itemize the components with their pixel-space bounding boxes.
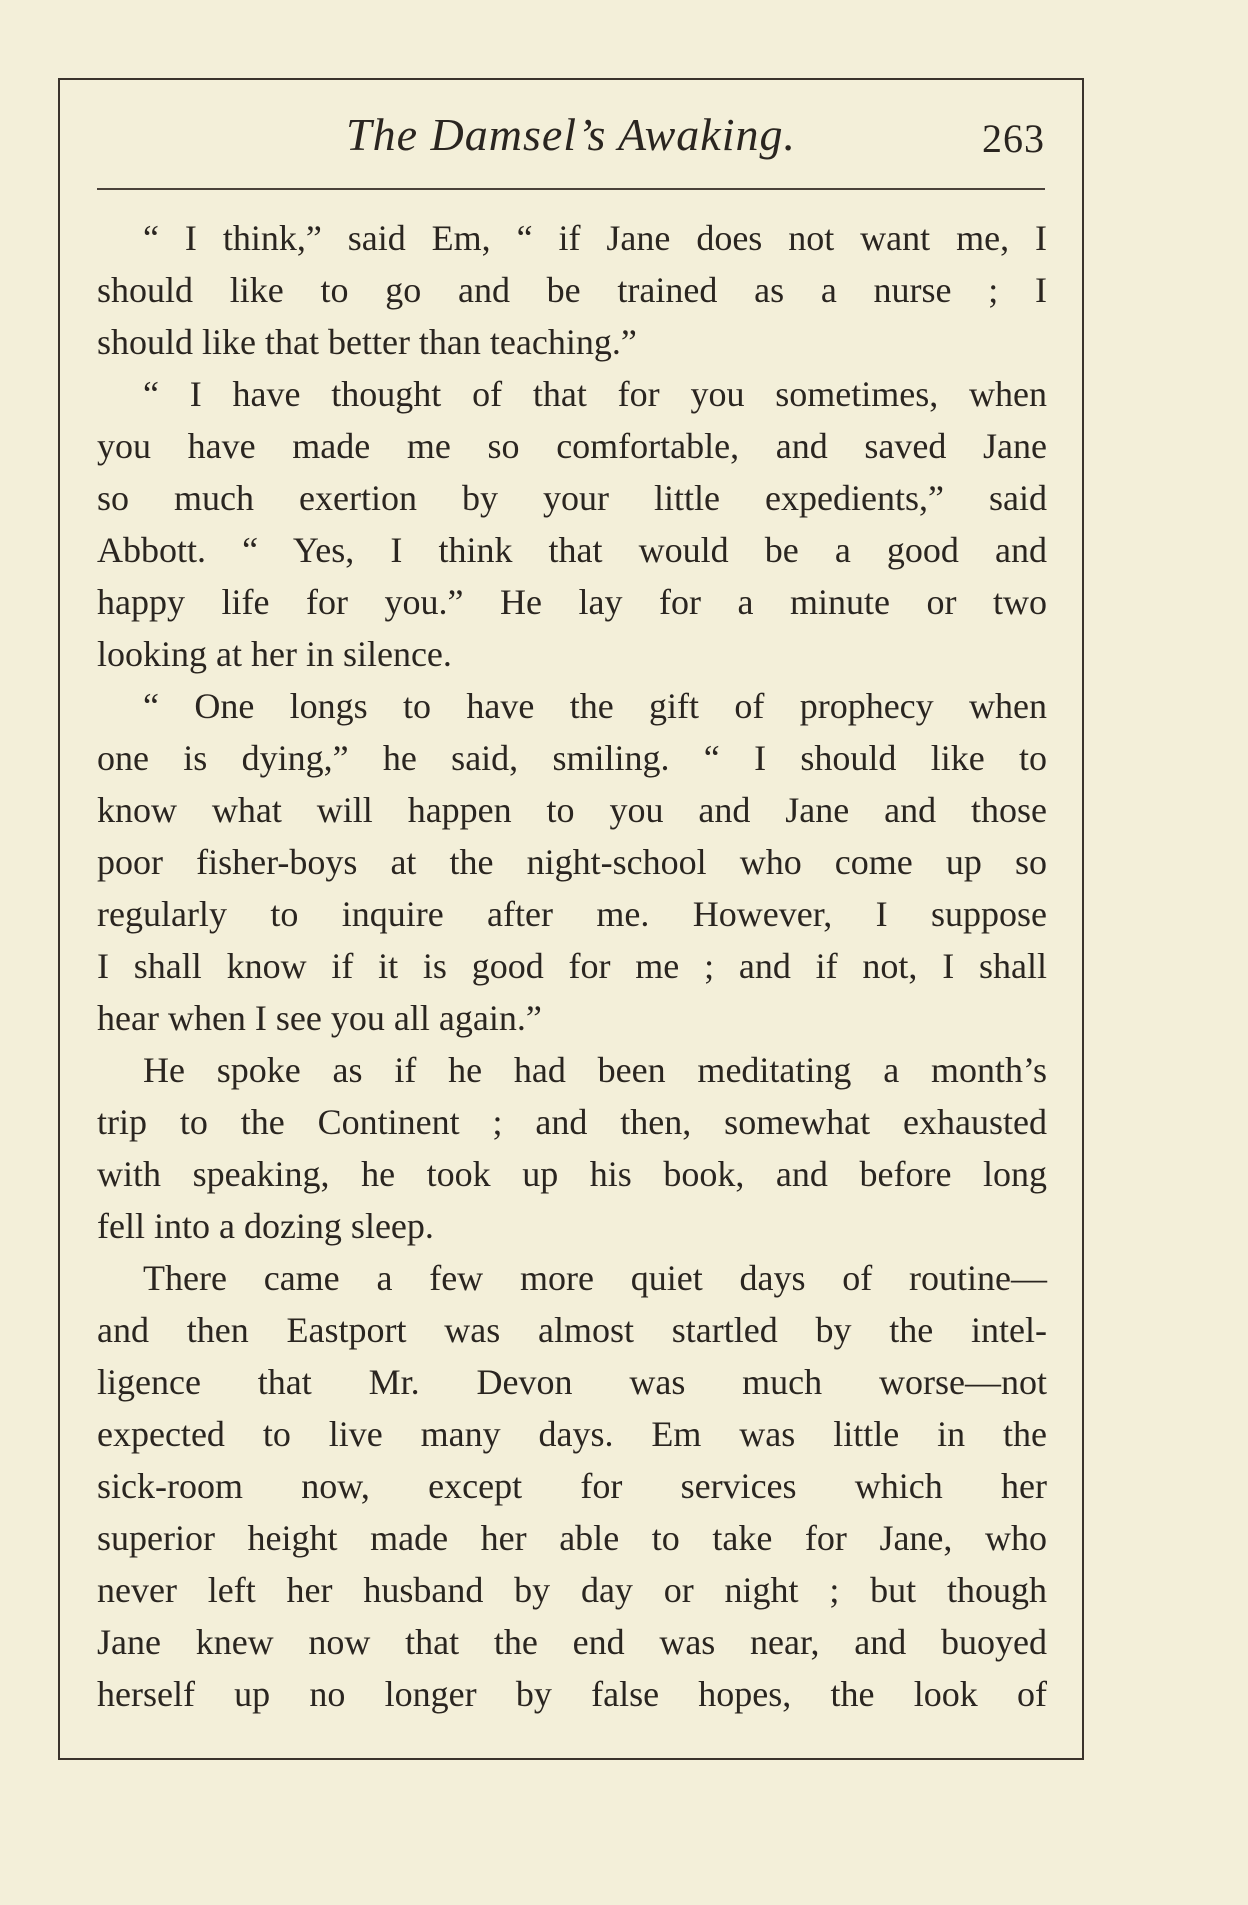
text-line: should like to go and be trained as a nurse ; I	[97, 270, 1047, 310]
text-line: hear when I see you all again.”	[97, 998, 542, 1038]
text-line: one is dying,” he said, smiling. “ I should like to	[97, 738, 1047, 778]
text-line: “ One longs to have the gift of prophecy when	[143, 686, 1047, 726]
text-line: He spoke as if he had been meditating a month’s	[143, 1050, 1047, 1090]
text-line: you have made me so comfortable, and saved Jane	[97, 426, 1047, 466]
header-rule	[97, 188, 1045, 190]
text-line: regularly to inquire after me. However, I suppose	[97, 894, 1047, 934]
text-line: never left her husband by day or night ; but though	[97, 1570, 1047, 1610]
page-number: 263	[982, 116, 1045, 161]
text-line: with speaking, he took up his book, and before long	[97, 1154, 1047, 1194]
text-line: know what will happen to you and Jane and those	[97, 790, 1047, 830]
text-line: poor fisher-boys at the night-school who come up so	[97, 842, 1047, 882]
body-text	[97, 212, 1047, 1720]
running-title: The Damsel’s Awaking.	[346, 109, 796, 160]
text-line: expected to live many days. Em was little in the	[97, 1414, 1047, 1454]
text-line: fell into a dozing sleep.	[97, 1206, 434, 1246]
text-line: sick-room now, except for services which her	[97, 1466, 1047, 1506]
text-line: looking at her in silence.	[97, 634, 452, 674]
text-line: happy life for you.” He lay for a minute or two	[97, 582, 1047, 622]
text-line: ligence that Mr. Devon was much worse—not	[97, 1362, 1047, 1402]
text-line: and then Eastport was almost startled by the intel-	[97, 1310, 1047, 1350]
text-line: “ I think,” said Em, “ if Jane does not want me, I	[143, 218, 1047, 258]
running-header	[97, 100, 1045, 180]
text-line: trip to the Continent ; and then, somewhat exhausted	[97, 1102, 1047, 1142]
text-line: so much exertion by your little expedients,” said	[97, 478, 1047, 518]
text-line: should like that better than teaching.”	[97, 322, 637, 362]
text-line: There came a few more quiet days of routine—	[143, 1258, 1047, 1298]
text-line: Jane knew now that the end was near, and buoyed	[97, 1622, 1047, 1662]
text-line: I shall know if it is good for me ; and if not, I shall	[97, 946, 1047, 986]
text-line: Abbott. “ Yes, I think that would be a good and	[97, 530, 1047, 570]
text-line: superior height made her able to take for Jane, who	[97, 1518, 1047, 1558]
text-line: “ I have thought of that for you sometimes, when	[143, 374, 1047, 414]
text-line: herself up no longer by false hopes, the look of	[97, 1674, 1047, 1714]
